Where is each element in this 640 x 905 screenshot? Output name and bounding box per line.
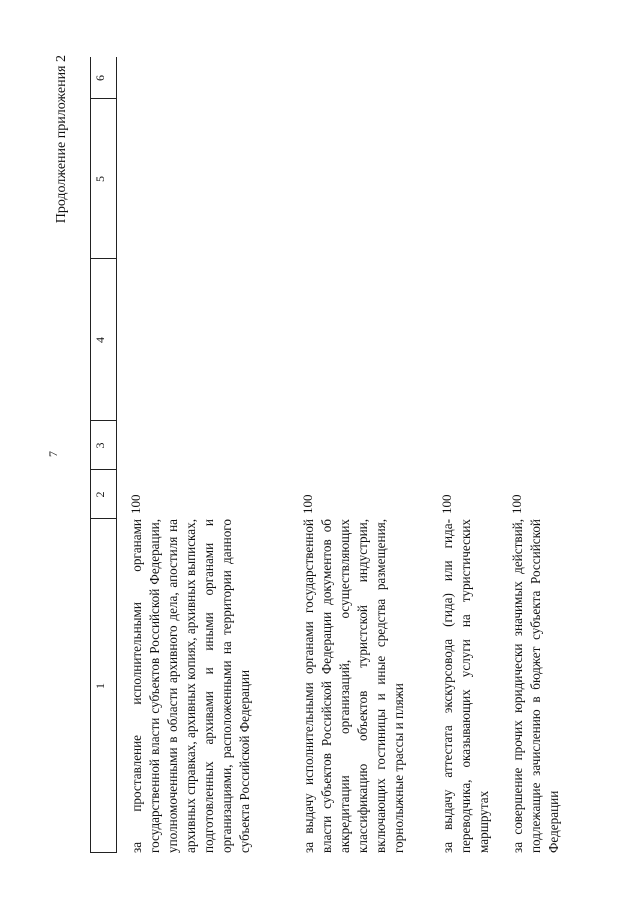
column-number-2: 2	[93, 491, 107, 498]
column-number-3: 3	[93, 442, 107, 449]
page-number: 7	[46, 451, 60, 457]
table-row-text: за совершение прочих юридически значимых действий, подлежащие зачислению в бюджет субъекта Российской Федерации	[510, 519, 561, 853]
table-row-value: 100	[300, 494, 315, 514]
column-number-5: 5	[93, 176, 107, 182]
table-row-value: 100	[439, 494, 454, 514]
column-number-4: 4	[93, 337, 107, 343]
table-row-text: за проставление исполнительными органами государственной власти субъектов Российской Федерации, уполномоченными в области архивного дела, апостиля на архивных справках, архивных копиях, архивных выписках, подготовленных архивами и иными органами и организациями, расположенными на территории данного субъекта Российской Федерации	[129, 519, 252, 853]
table-top-rule	[90, 57, 91, 853]
table-row-text: за выдачу аттестата экскурсовода (гида) или гида-переводчика, оказывающих услуги на туристических маршрутах	[440, 519, 491, 853]
table-row-text: за выдачу исполнительными органами государственной власти субъектов Российской Федерации документов об аккредитации организаций, осуществляющих классификацию объектов туристской индустрии, включающих гостиницы и иные средства размещения, горнолыжные трассы и пляжи	[301, 519, 406, 853]
continuation-title: Продолжение приложения 2	[54, 55, 69, 224]
tariff-table	[90, 57, 610, 853]
column-number-1: 1	[93, 683, 107, 689]
table-header-rule	[116, 57, 117, 853]
column-number-6: 6	[93, 75, 107, 81]
table-row-value: 100	[128, 494, 143, 514]
table-row-value: 100	[509, 494, 524, 514]
